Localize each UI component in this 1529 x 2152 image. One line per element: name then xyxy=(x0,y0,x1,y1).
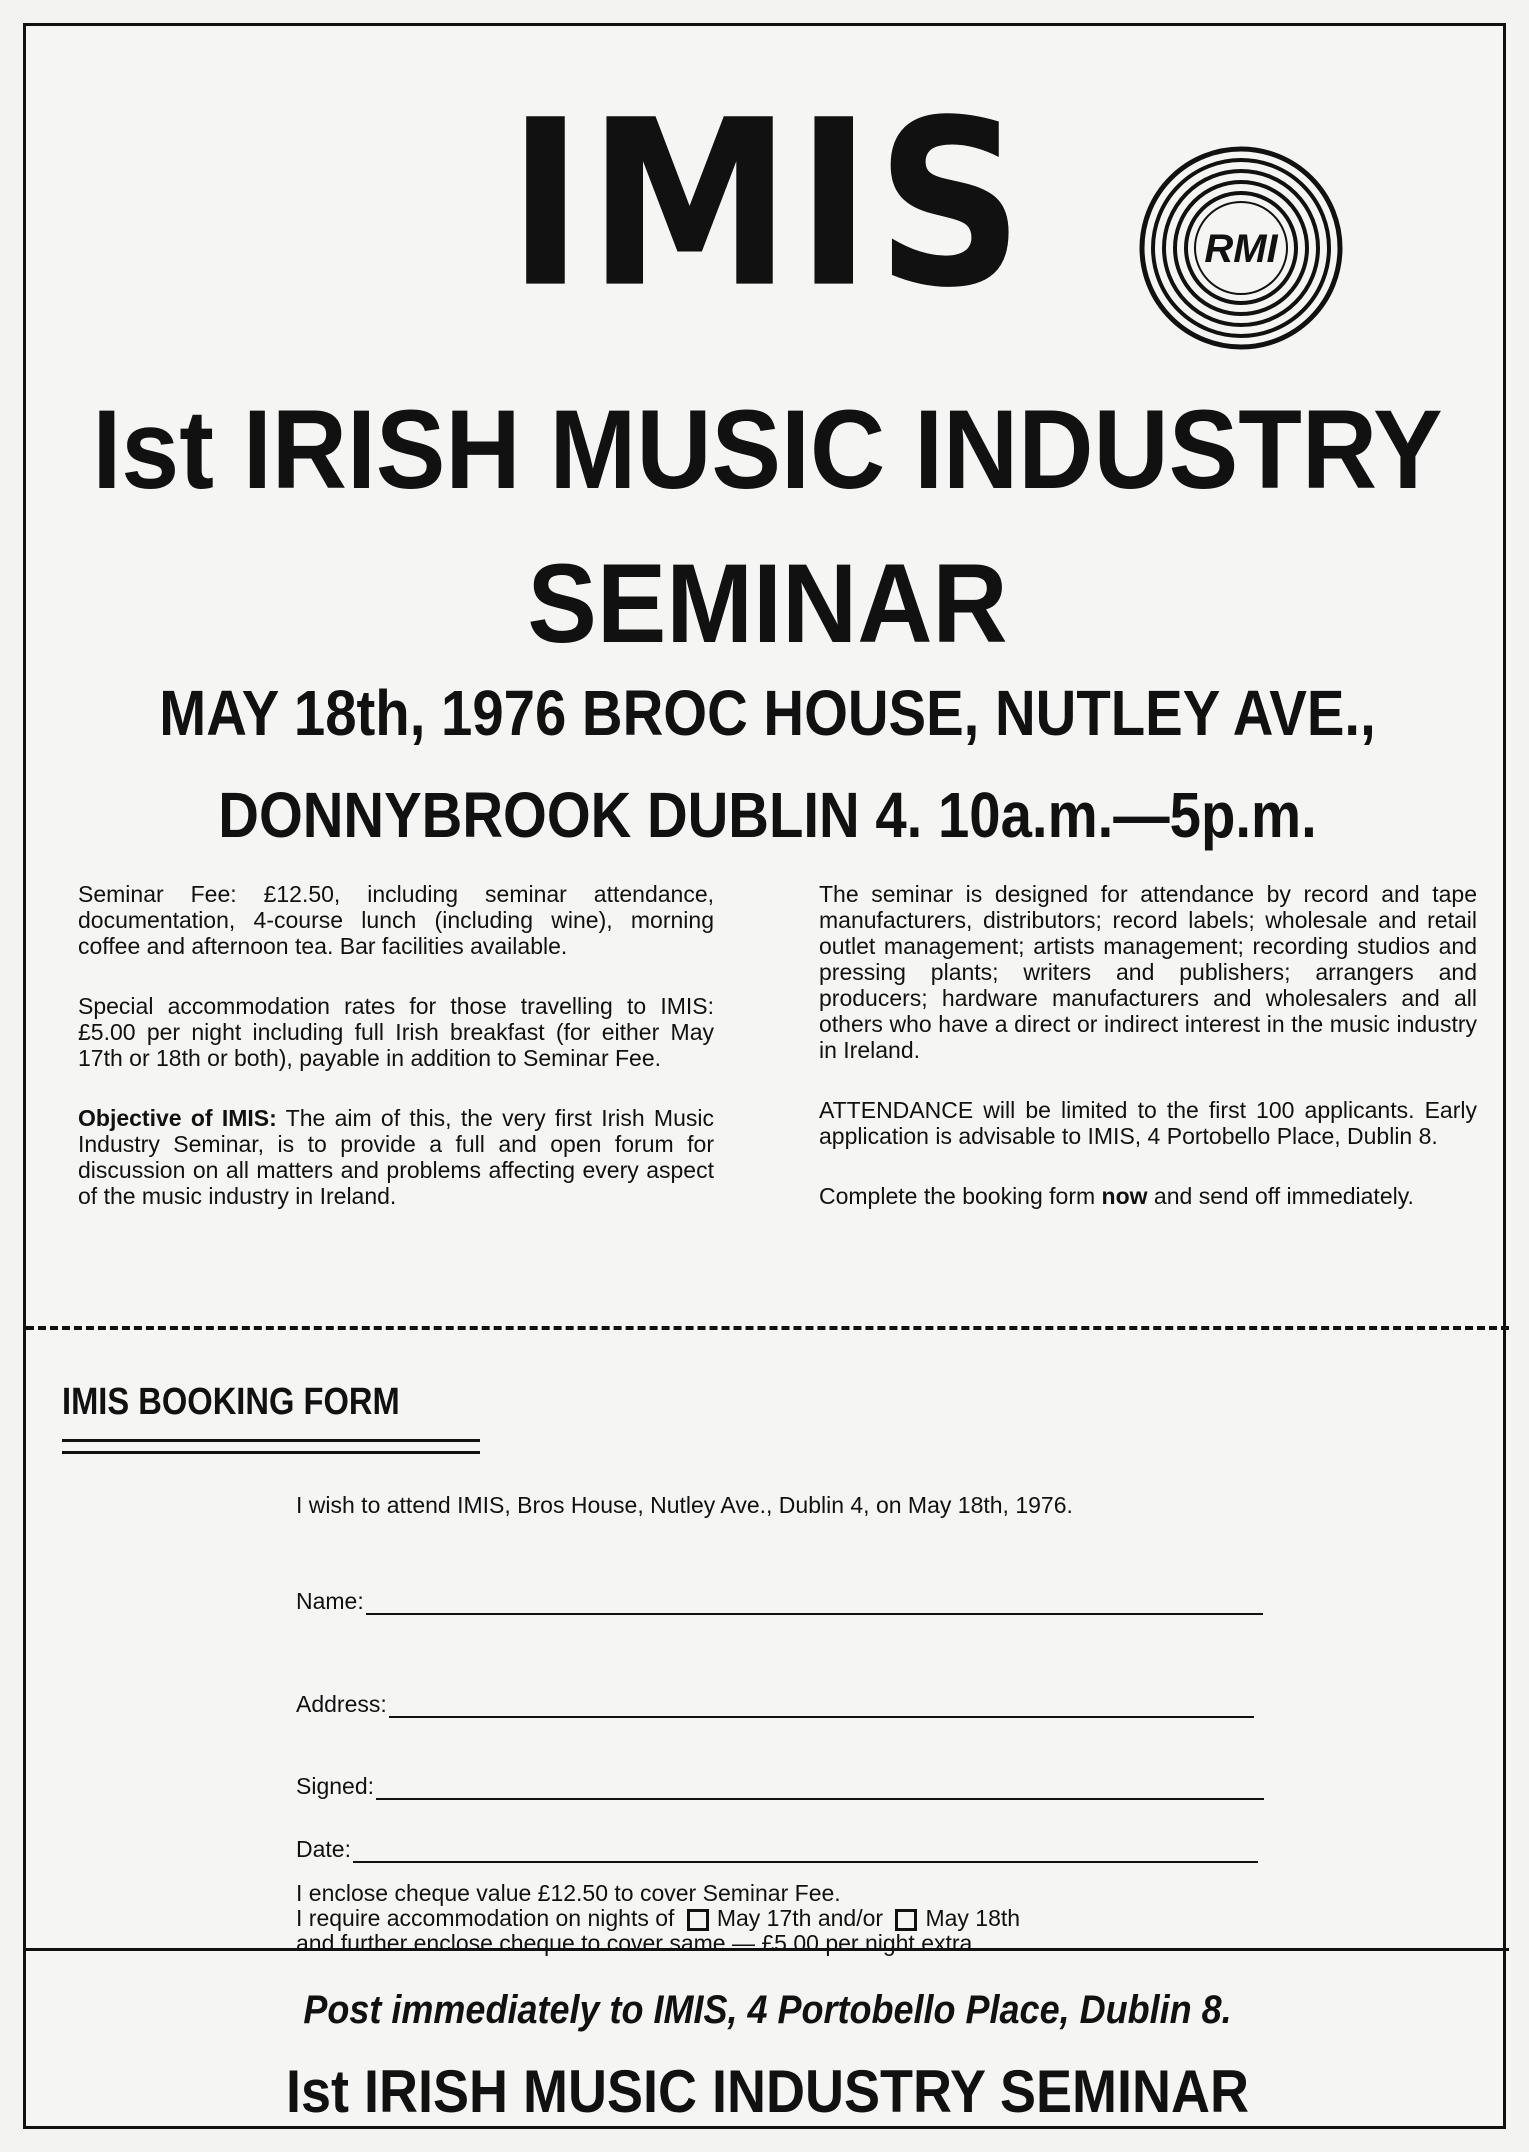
complete-text-bold: now xyxy=(1101,1183,1148,1209)
complete-paragraph xyxy=(819,1183,1477,1209)
may-17-checkbox[interactable] xyxy=(687,1909,709,1931)
name-field[interactable] xyxy=(296,1588,1263,1615)
headline-line-1: Ist IRISH MUSIC INDUSTRY xyxy=(92,387,1443,512)
accommodation-request-line xyxy=(296,1906,1020,1931)
name-label: Name: xyxy=(296,1588,364,1614)
accommodation-paragraph: Special accommodation rates for those travelling to IMIS: £5.00 per night including full Irish breakfast (for either May 17th or 18th or both), payable in addition to Seminar Fee. xyxy=(78,993,714,1071)
cut-line-divider xyxy=(26,1326,1509,1330)
objective-label: Objective of IMIS: xyxy=(78,1105,277,1131)
signed-label: Signed: xyxy=(296,1773,375,1799)
signed-field[interactable] xyxy=(296,1773,1264,1800)
name-line[interactable] xyxy=(366,1591,1263,1615)
date-venue-line-2: DONNYBROOK DUBLIN 4. 10a.m.—5p.m. xyxy=(218,779,1317,851)
may-18-option-label: May 18th xyxy=(925,1905,1021,1931)
address-line[interactable] xyxy=(389,1694,1254,1718)
date-venue-line-1: MAY 18th, 1976 BROC HOUSE, NUTLEY AVE., xyxy=(159,677,1376,749)
audience-paragraph: The seminar is designed for attendance by record and tape manufacturers, distributors; record labels; wholesale and retail outlet management; artists management; recording studios and pressing plants; writers and publishers; arrangers and producers; hardware manufacturers and wholesalers and all others who have a direct or indirect interest in the music industry in Ireland. xyxy=(819,881,1477,1063)
footer-seminar-title: Ist IRISH MUSIC INDUSTRY SEMINAR xyxy=(285,2058,1250,2125)
date-label: Date: xyxy=(296,1836,351,1862)
right-column xyxy=(819,881,1477,1243)
footer-rule xyxy=(26,1948,1509,1951)
may-17-option-label: May 17th and/or xyxy=(716,1905,884,1931)
accommodation-request-label: I require accommodation on nights of xyxy=(296,1905,675,1931)
signed-line[interactable] xyxy=(376,1776,1264,1800)
address-label: Address: xyxy=(296,1691,387,1717)
rmi-logo xyxy=(1138,145,1344,351)
post-address-line: Post immediately to IMIS, 4 Portobello Place, Dublin 8. xyxy=(303,1988,1232,2032)
may-18-checkbox[interactable] xyxy=(895,1909,917,1931)
enclose-cheque-line: I enclose cheque value £12.50 to cover Seminar Fee. xyxy=(296,1880,841,1906)
complete-text-pre: Complete the booking form xyxy=(819,1183,1102,1209)
left-column xyxy=(78,881,714,1243)
attendance-paragraph: ATTENDANCE will be limited to the first 100 applicants. Early application is advisable to IMIS, 4 Portobello Place, Dublin 8. xyxy=(819,1097,1477,1149)
imis-title: IMIS xyxy=(507,71,1028,339)
booking-form-intro: I wish to attend IMIS, Bros House, Nutley Ave., Dublin 4, on May 18th, 1976. xyxy=(296,1492,1073,1518)
headline-line-2: SEMINAR xyxy=(527,541,1008,666)
date-line[interactable] xyxy=(353,1839,1258,1863)
enclosure-statement xyxy=(296,1881,1020,1956)
booking-form-title-underline xyxy=(62,1439,480,1454)
booking-form-title: IMIS BOOKING FORM xyxy=(62,1381,400,1423)
svg-text:RMI: RMI xyxy=(1204,227,1278,271)
objective-text: The aim of this, the very first Irish Music Industry Seminar, is to provide a full and open forum for discussion on all matters and problems affecting every aspect of the music industry in Ireland. xyxy=(78,1105,714,1209)
date-field[interactable] xyxy=(296,1836,1258,1863)
seminar-fee-paragraph: Seminar Fee: £12.50, including seminar attendance, documentation, 4-course lunch (including wine), morning coffee and afternoon tea. Bar facilities available. xyxy=(78,881,714,959)
address-field[interactable] xyxy=(296,1691,1254,1718)
further-cheque-line: and further enclose cheque to cover same — £5.00 per night extra. xyxy=(296,1930,979,1956)
complete-text-post: and send off immediately. xyxy=(1147,1183,1414,1209)
advertisement-frame xyxy=(23,23,1506,2129)
objective-paragraph xyxy=(78,1105,714,1209)
